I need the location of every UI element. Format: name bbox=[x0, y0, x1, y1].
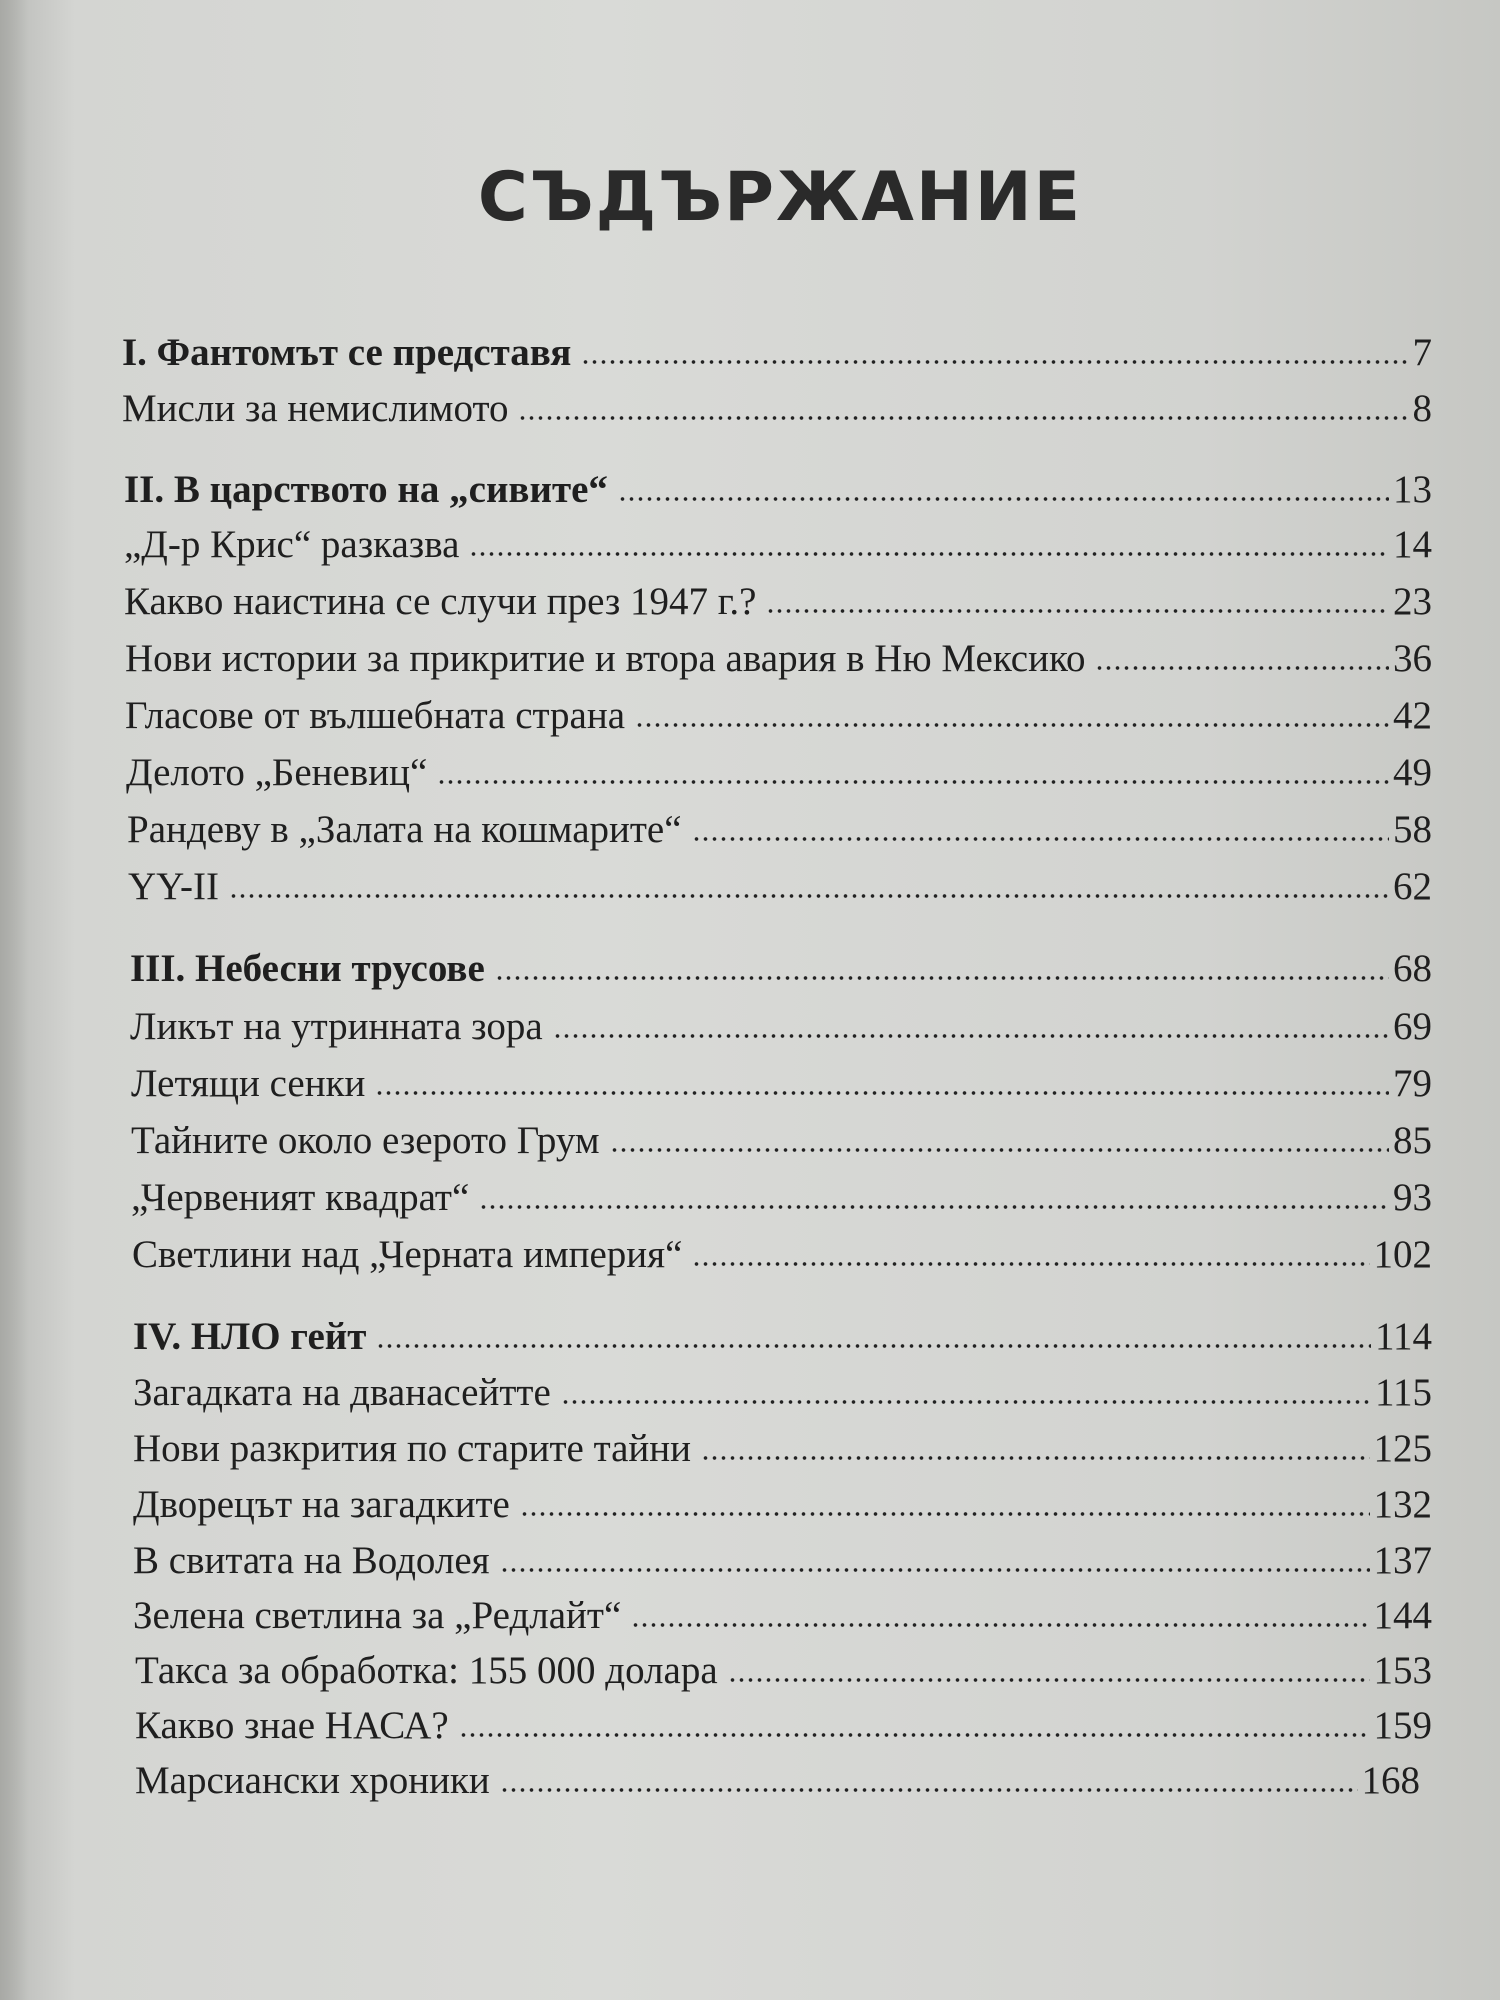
toc-entry bbox=[124, 522, 1432, 567]
toc-entry bbox=[133, 1426, 1432, 1471]
toc-leader-dots bbox=[766, 607, 1389, 615]
toc-entry-page: 7 bbox=[1412, 331, 1432, 374]
toc-entry bbox=[125, 693, 1432, 738]
toc-entry bbox=[131, 1061, 1432, 1106]
toc-entry bbox=[135, 1758, 1420, 1803]
toc-entry-page: 125 bbox=[1373, 1427, 1432, 1470]
toc-entry bbox=[133, 1482, 1432, 1527]
toc-entry bbox=[124, 579, 1432, 624]
toc-entry-label: Нови разкрития по старите тайни bbox=[133, 1427, 692, 1470]
toc-leader-dots bbox=[1095, 664, 1389, 672]
toc-entry bbox=[125, 636, 1432, 681]
toc-leader-dots bbox=[437, 778, 1389, 786]
toc-entry-label: YY-II bbox=[128, 865, 219, 908]
toc-leader-dots bbox=[520, 1510, 1370, 1518]
toc-entry-page: 79 bbox=[1393, 1062, 1432, 1105]
toc-entry-page: 115 bbox=[1374, 1371, 1432, 1414]
toc-entry-label: Какво наистина се случи през 1947 г.? bbox=[124, 580, 757, 623]
toc-leader-dots bbox=[553, 1032, 1389, 1040]
toc-entry bbox=[132, 1232, 1432, 1277]
toc-entry-page: 58 bbox=[1393, 808, 1432, 851]
toc-leader-dots bbox=[375, 1089, 1389, 1097]
toc-entry-label: В свитата на Водолея bbox=[133, 1539, 490, 1582]
toc-entry-label: „Д-р Крис“ разказва bbox=[124, 523, 460, 566]
page-title: СЪДЪРЖАНИЕ bbox=[477, 158, 1083, 237]
toc-entry bbox=[128, 864, 1432, 909]
toc-entry-page: 23 bbox=[1393, 580, 1432, 623]
toc-entry-label: Рандеву в „Залата на кошмарите“ bbox=[127, 808, 682, 851]
toc-entry-label: Марсиански хроники bbox=[135, 1759, 490, 1802]
toc-entry-page: 168 bbox=[1361, 1759, 1420, 1802]
toc-entry bbox=[130, 1004, 1432, 1049]
toc-entry-label: IV. НЛО гейт bbox=[133, 1315, 367, 1358]
toc-leader-dots bbox=[500, 1566, 1370, 1574]
toc-entry-label: Дворецът на загадките bbox=[133, 1483, 510, 1526]
toc-entry-label: Загадката на дванасейтте bbox=[133, 1371, 551, 1414]
toc-entry-label: Нови истории за прикритие и втора авария в Ню Мексико bbox=[125, 637, 1086, 680]
toc-leader-dots bbox=[610, 1146, 1389, 1154]
toc-entry bbox=[135, 1648, 1432, 1693]
toc-entry-page: 14 bbox=[1393, 523, 1432, 566]
toc-leader-dots bbox=[459, 1731, 1370, 1739]
toc-leader-dots bbox=[701, 1454, 1369, 1462]
toc-entry bbox=[122, 386, 1432, 431]
toc-entry bbox=[130, 946, 1432, 991]
toc-entry bbox=[122, 330, 1432, 375]
toc-entry-label: I. Фантомът се представя bbox=[122, 331, 572, 374]
toc-leader-dots bbox=[518, 414, 1408, 422]
toc-entry-page: 102 bbox=[1373, 1233, 1432, 1276]
toc-leader-dots bbox=[561, 1398, 1371, 1406]
toc-entry-page: 62 bbox=[1393, 865, 1432, 908]
toc-leader-dots bbox=[728, 1676, 1370, 1684]
toc-entry-label: Ликът на утринната зора bbox=[130, 1005, 543, 1048]
toc-leader-dots bbox=[469, 550, 1389, 558]
toc-entry-page: 132 bbox=[1373, 1483, 1432, 1526]
toc-entry-page: 159 bbox=[1373, 1704, 1432, 1747]
toc-entry-label: Светлини над „Черната империя“ bbox=[132, 1233, 683, 1276]
toc-leader-dots bbox=[618, 495, 1389, 503]
toc-entry-page: 8 bbox=[1412, 387, 1432, 430]
toc-entry-label: Летящи сенки bbox=[131, 1062, 366, 1105]
toc-entry-page: 137 bbox=[1373, 1539, 1432, 1582]
toc-entry-page: 36 bbox=[1393, 637, 1432, 680]
toc-leader-dots bbox=[500, 1786, 1358, 1794]
toc-entry bbox=[135, 1703, 1432, 1748]
toc-entry-label: II. В царството на „сивите“ bbox=[124, 468, 608, 511]
toc-entry-label: Гласове от вълшебната страна bbox=[125, 694, 626, 737]
toc-leader-dots bbox=[229, 892, 1389, 900]
toc-entry-page: 85 bbox=[1393, 1119, 1432, 1162]
toc-entry bbox=[126, 750, 1432, 795]
toc-leader-dots bbox=[479, 1203, 1389, 1211]
toc-leader-dots bbox=[635, 721, 1389, 729]
toc-leader-dots bbox=[631, 1621, 1369, 1629]
toc-entry-label: Такса за обработка: 155 000 долара bbox=[135, 1649, 718, 1692]
toc-entry-page: 42 bbox=[1393, 694, 1432, 737]
toc-entry-label: Какво знае НАСА? bbox=[135, 1704, 449, 1747]
toc-leader-dots bbox=[581, 358, 1408, 366]
toc-entry-label: III. Небесни трусове bbox=[130, 947, 485, 990]
toc-leader-dots bbox=[692, 1260, 1369, 1268]
toc-entry-page: 69 bbox=[1393, 1005, 1432, 1048]
toc-entry bbox=[131, 1118, 1432, 1163]
toc-entry-label: Зелена светлина за „Редлайт“ bbox=[133, 1594, 622, 1637]
toc-entry bbox=[124, 467, 1432, 512]
toc-entry bbox=[133, 1370, 1432, 1415]
toc-entry-page: 144 bbox=[1373, 1594, 1432, 1637]
toc-entry bbox=[127, 807, 1432, 852]
toc-entry-page: 68 bbox=[1393, 947, 1432, 990]
toc-leader-dots bbox=[692, 835, 1389, 843]
toc-leader-dots bbox=[376, 1342, 1371, 1350]
toc-entry-label: Тайните около езерото Грум bbox=[131, 1119, 600, 1162]
toc-entry-page: 114 bbox=[1374, 1315, 1432, 1358]
toc-entry bbox=[133, 1593, 1432, 1638]
toc-entry-page: 13 bbox=[1393, 468, 1432, 511]
toc-entry bbox=[133, 1538, 1432, 1583]
toc-entry bbox=[131, 1175, 1432, 1220]
toc-entry-label: Делото „Беневиц“ bbox=[126, 751, 428, 794]
toc-entry-page: 93 bbox=[1393, 1176, 1432, 1219]
toc-entry-label: „Червеният квадрат“ bbox=[131, 1176, 470, 1219]
toc-entry bbox=[133, 1314, 1432, 1359]
toc-entry-page: 153 bbox=[1373, 1649, 1432, 1692]
toc-entry-label: Мисли за немислимото bbox=[122, 387, 509, 430]
toc-entry-page: 49 bbox=[1393, 751, 1432, 794]
toc-leader-dots bbox=[495, 974, 1389, 982]
